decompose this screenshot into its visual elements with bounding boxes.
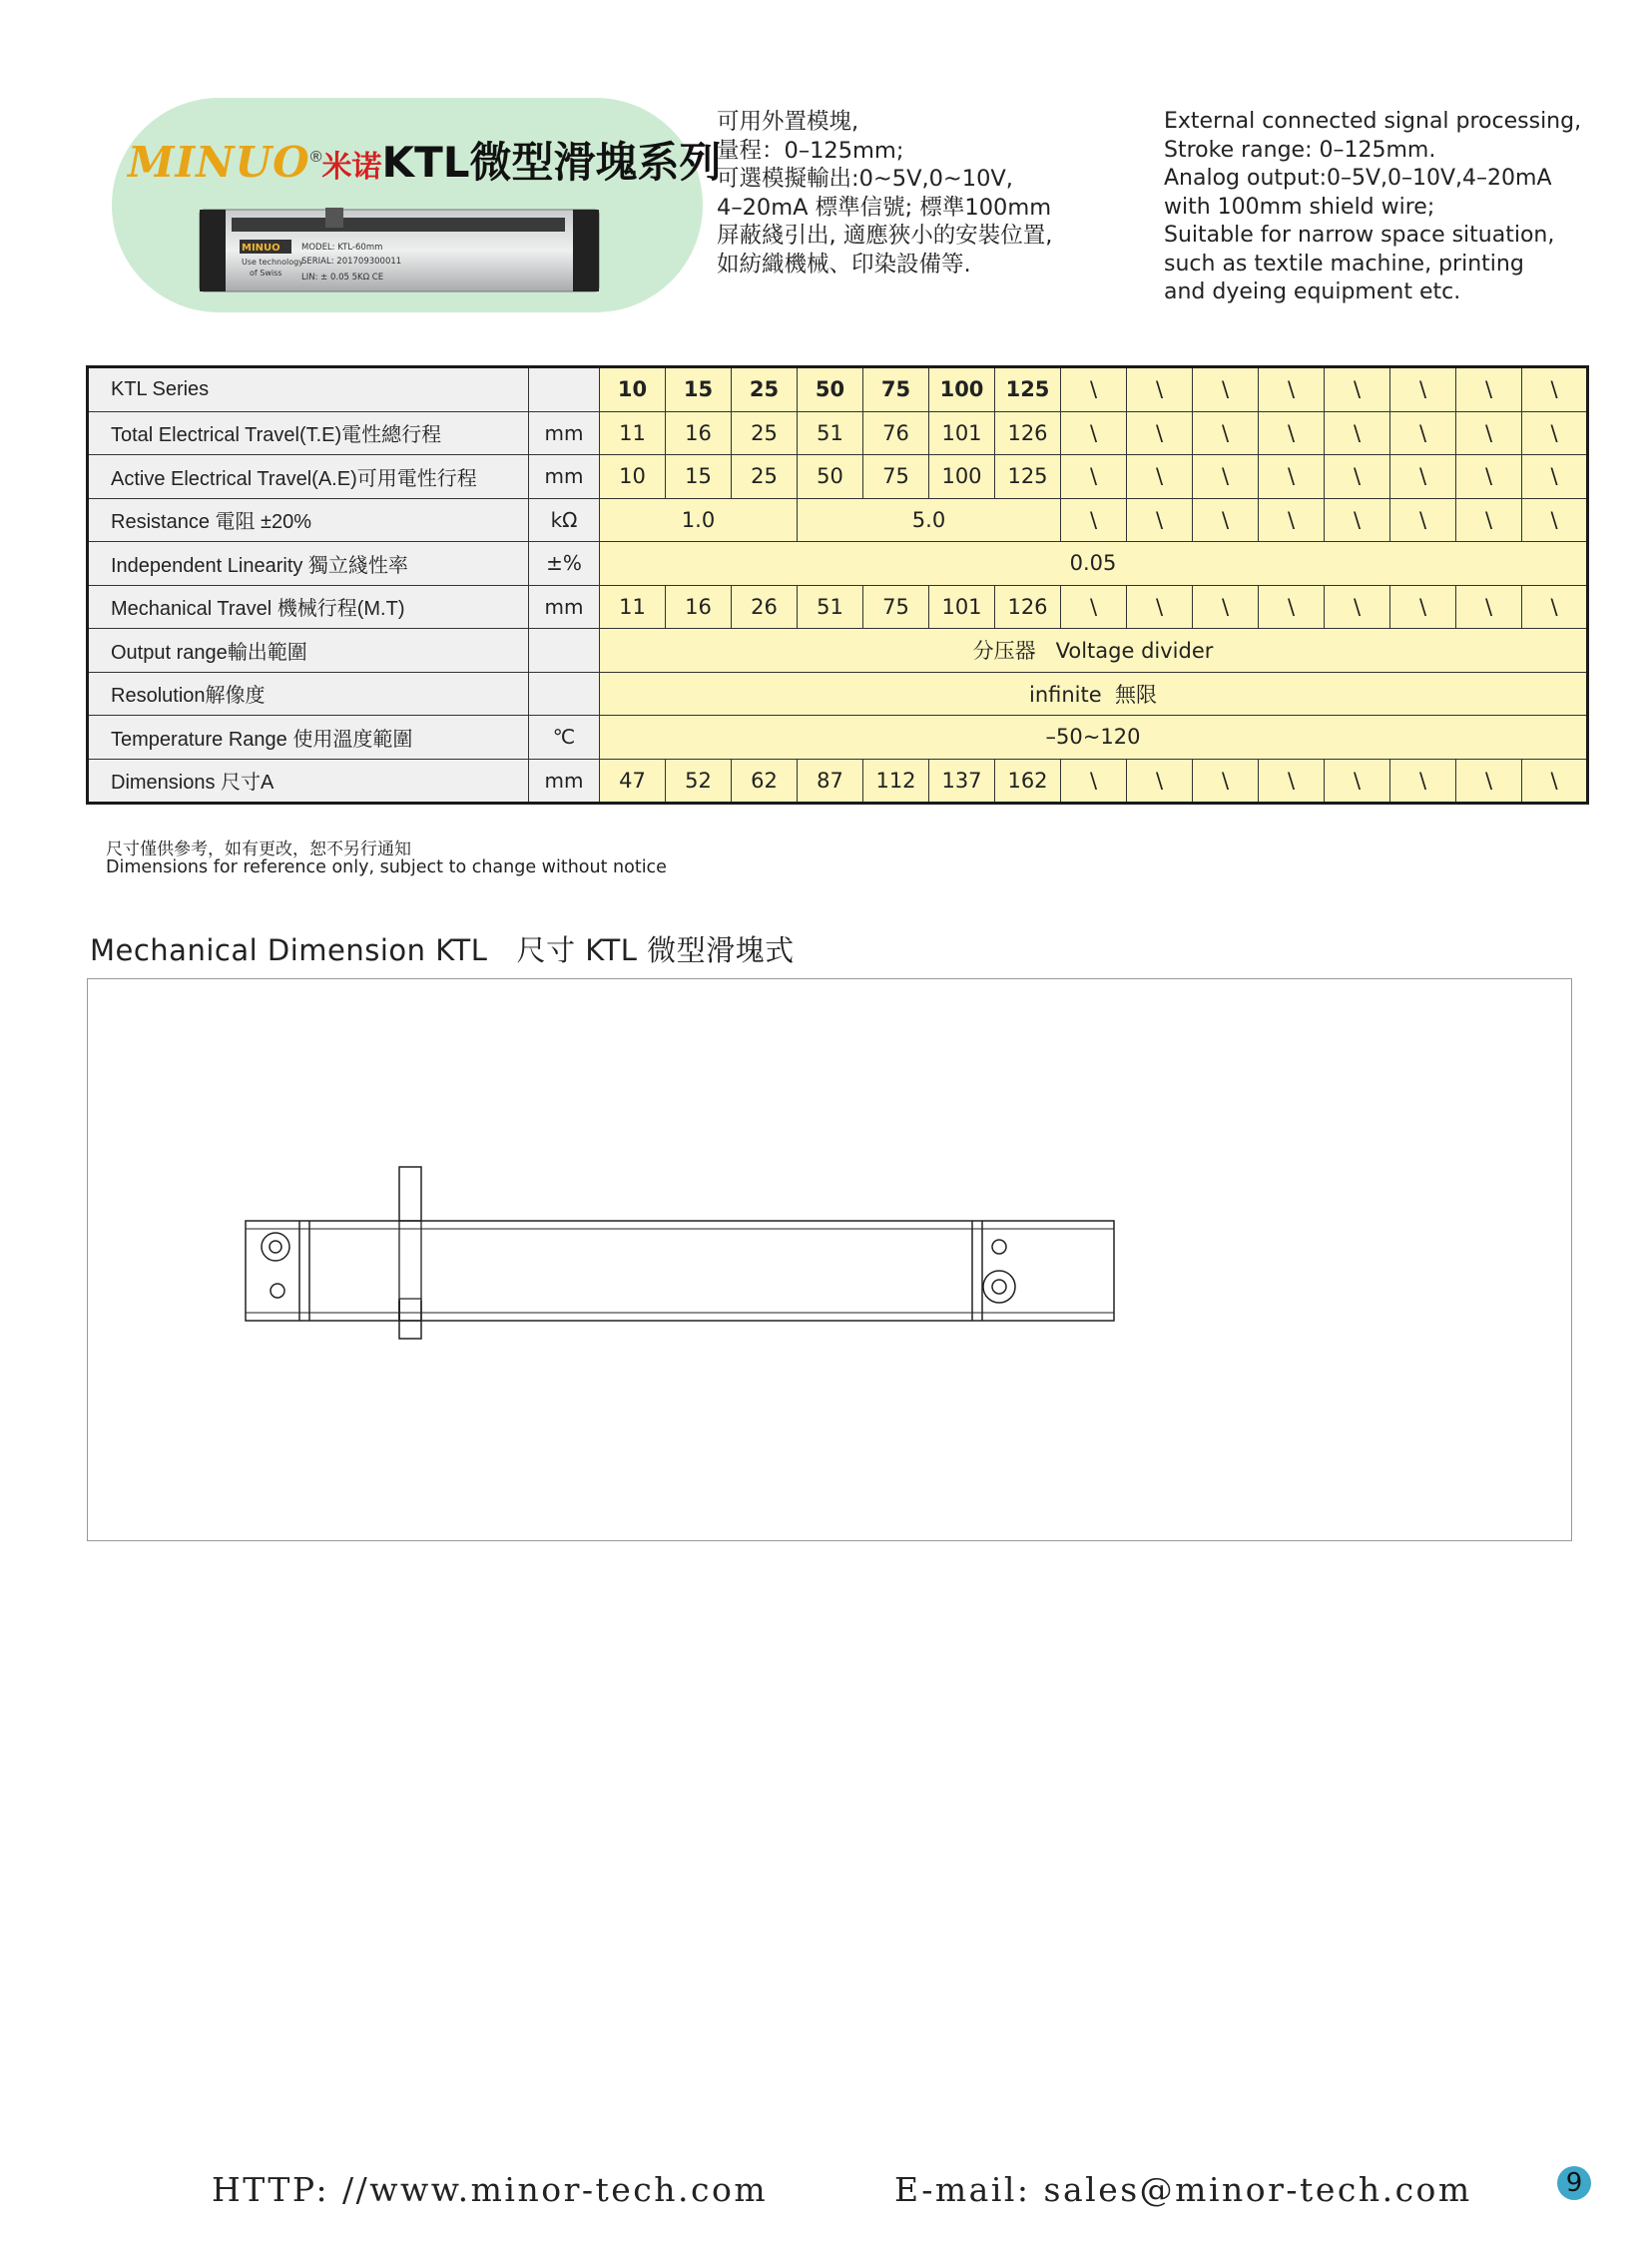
note-en: Dimensions for reference only, subject to change without notice [106,857,667,877]
value-cell: 126 [995,411,1061,455]
mech-title: Mechanical Dimension KTL 尺寸 KTL 微型滑塊式 [90,933,795,967]
empty-cell: \ [1390,411,1456,455]
unit-cell [529,629,600,673]
cn-line: 如紡織機械、印染設備等. [717,251,971,278]
row-label: Dimensions 尺寸A [88,759,529,804]
empty-cell: \ [1127,498,1193,542]
value-cell: 137 [929,759,995,804]
value-cell: 101 [929,411,995,455]
empty-cell: \ [1061,455,1127,499]
empty-cell: \ [1456,411,1522,455]
device-model: MODEL: KTL-60mm [301,243,383,253]
footer-website[interactable]: HTTP: //www.minor-tech.com [212,2170,769,2209]
empty-cell: \ [1390,759,1456,804]
device-spec: LIN: ± 0.05 5KΩ CE [301,273,384,282]
empty-cell: \ [1325,411,1390,455]
unit-cell: ℃ [529,716,600,760]
size-cell: 125 [995,367,1061,412]
value-cell: 0.05 [600,542,1588,586]
value-cell: 分压器 Voltage divider [600,629,1588,673]
row-label: Total Electrical Travel(T.E)電性總行程 [88,411,529,455]
row-label: Mechanical Travel 機械行程(M.T) [88,585,529,629]
empty-cell: \ [1127,759,1193,804]
value-cell: 162 [995,759,1061,804]
unit-cell: kΩ [529,498,600,542]
empty-cell: \ [1522,585,1588,629]
value-cell: 25 [732,411,798,455]
row-label: Resistance 電阻 ±20% [88,498,529,542]
en-line: such as textile machine, printing [1164,251,1524,277]
mount-hole-large [262,1233,289,1261]
brand-logo [128,130,722,190]
empty-cell: \ [1259,411,1325,455]
table-row [88,411,1588,455]
description-cn [717,108,1052,279]
page-number: 9 [1557,2166,1591,2200]
empty-cell: \ [1325,498,1390,542]
unit-cell: mm [529,585,600,629]
value-cell: 51 [798,585,863,629]
table-row [88,716,1588,760]
value-cell: 15 [666,455,732,499]
cn-line: 可用外置模塊, [717,109,859,135]
value-cell: 11 [600,585,666,629]
value-cell: 26 [732,585,798,629]
device-serial: SERIAL: 201709300011 [301,257,402,267]
empty-cell: \ [1193,759,1259,804]
value-cell: 76 [863,411,929,455]
device-brand: MINUO [242,243,280,254]
value-cell: 10 [600,455,666,499]
value-cell: 100 [929,455,995,499]
empty-cell: \ [1325,585,1390,629]
empty-cell: \ [1390,585,1456,629]
cn-line: 量程：0–125mm; [717,137,904,164]
table-row [88,455,1588,499]
empty-cell: \ [1061,498,1127,542]
empty-cell: \ [1522,759,1588,804]
empty-cell: \ [1193,411,1259,455]
device-illustration [196,204,603,295]
en-line: Suitable for narrow space situation, [1164,223,1555,248]
en-line: Analog output:0–5V,0–10V,4–20mA [1164,166,1552,191]
value-cell: 112 [863,759,929,804]
value-cell: 51 [798,411,863,455]
value-cell: 1.0 [600,498,798,542]
series-label: KTL Series [88,367,529,412]
device-note-1: Use technology [242,258,303,267]
empty-cell: \ [1193,585,1259,629]
note-cn: 尺寸僅供參考，如有更改，恕不另行通知 [106,840,411,859]
table-row [88,585,1588,629]
empty-cell: \ [1259,367,1325,412]
mech-drawing-frame [87,978,1572,1541]
unit-cell: mm [529,411,600,455]
empty-cell: \ [1259,455,1325,499]
table-row [88,759,1588,804]
value-cell: 126 [995,585,1061,629]
empty-cell: \ [1390,498,1456,542]
table-row [88,629,1588,673]
en-line: and dyeing equipment etc. [1164,280,1461,304]
row-label: Temperature Range 使用溫度範圍 [88,716,529,760]
unit-cell: ±% [529,542,600,586]
body-inner [246,1229,1114,1313]
value-cell: 52 [666,759,732,804]
empty-cell: \ [1061,411,1127,455]
empty-cell: \ [1259,585,1325,629]
en-line: with 100mm shield wire; [1164,194,1435,220]
slider-shaft [399,1167,421,1221]
empty-cell: \ [1127,455,1193,499]
empty-cell: \ [1390,367,1456,412]
value-cell: 101 [929,585,995,629]
empty-cell: \ [1127,411,1193,455]
en-line: Stroke range: 0–125mm. [1164,137,1436,163]
empty-cell: \ [1193,498,1259,542]
empty-cell: \ [1259,498,1325,542]
empty-cell: \ [1456,455,1522,499]
empty-cell: \ [1193,367,1259,412]
registered-mark: ® [309,149,322,166]
value-cell: 16 [666,585,732,629]
footer-email[interactable]: E-mail: sales@minor-tech.com [894,2170,1472,2209]
empty-cell: \ [1127,367,1193,412]
table-row [88,498,1588,542]
value-cell: 62 [732,759,798,804]
empty-cell: \ [1061,585,1127,629]
size-cell: 100 [929,367,995,412]
spec-table [86,365,1589,805]
size-cell: 10 [600,367,666,412]
size-cell: 25 [732,367,798,412]
empty-cell: \ [1325,455,1390,499]
row-label: Active Electrical Travel(A.E)可用電性行程 [88,455,529,499]
en-line: External connected signal processing, [1164,109,1582,134]
row-label: Resolution解像度 [88,672,529,716]
cn-line: 4–20mA 標準信號; 標準100mm [717,194,1052,221]
unit-cell: mm [529,759,600,804]
cn-line: 屏蔽綫引出, 適應狹小的安裝位置, [717,223,1053,249]
unit-cell [529,672,600,716]
body-outline [246,1221,1114,1321]
empty-cell: \ [1522,411,1588,455]
empty-cell: \ [1522,367,1588,412]
size-cell: 15 [666,367,732,412]
table-row [88,542,1588,586]
empty-cell: \ [1325,367,1390,412]
brand-name-cn: 米诺 [321,150,382,185]
size-cell: 50 [798,367,863,412]
value-cell: –50~120 [600,716,1588,760]
table-row [88,672,1588,716]
empty-cell: \ [1456,367,1522,412]
mount-hole-phi4 [983,1271,1015,1303]
empty-cell: \ [1127,585,1193,629]
empty-cell: \ [1061,759,1127,804]
unit-cell: mm [529,455,600,499]
cn-line: 可選模擬輸出:0~5V,0~10V, [717,166,1013,192]
value-cell: 11 [600,411,666,455]
row-label: Output range輸出範圍 [88,629,529,673]
mount-hole-small [271,1284,284,1298]
empty-cell: \ [1259,759,1325,804]
value-cell: 25 [732,455,798,499]
device-note-2: of Swiss [250,269,282,278]
row-label: Independent Linearity 獨立綫性率 [88,542,529,586]
value-cell: 75 [863,455,929,499]
empty-cell: \ [1061,367,1127,412]
brand-name-en: MINUO [128,138,310,187]
empty-cell: \ [1522,498,1588,542]
empty-cell: \ [1193,455,1259,499]
value-cell: 5.0 [798,498,1061,542]
value-cell: 87 [798,759,863,804]
value-cell: 125 [995,455,1061,499]
empty-cell: \ [1390,455,1456,499]
empty-cell: \ [1456,498,1522,542]
series-title: KTL微型滑塊系列 [381,138,722,187]
empty-cell: \ [1456,759,1522,804]
description-en [1164,108,1581,307]
mech-drawing [88,979,1571,1540]
empty-cell: \ [1325,759,1390,804]
value-cell: 16 [666,411,732,455]
empty-cell: \ [1522,455,1588,499]
table-row [88,367,1588,412]
value-cell: infinite 無限 [600,672,1588,716]
empty-cell: \ [1456,585,1522,629]
unit-cell [529,367,600,412]
value-cell: 47 [600,759,666,804]
value-cell: 50 [798,455,863,499]
value-cell: 75 [863,585,929,629]
size-cell: 75 [863,367,929,412]
